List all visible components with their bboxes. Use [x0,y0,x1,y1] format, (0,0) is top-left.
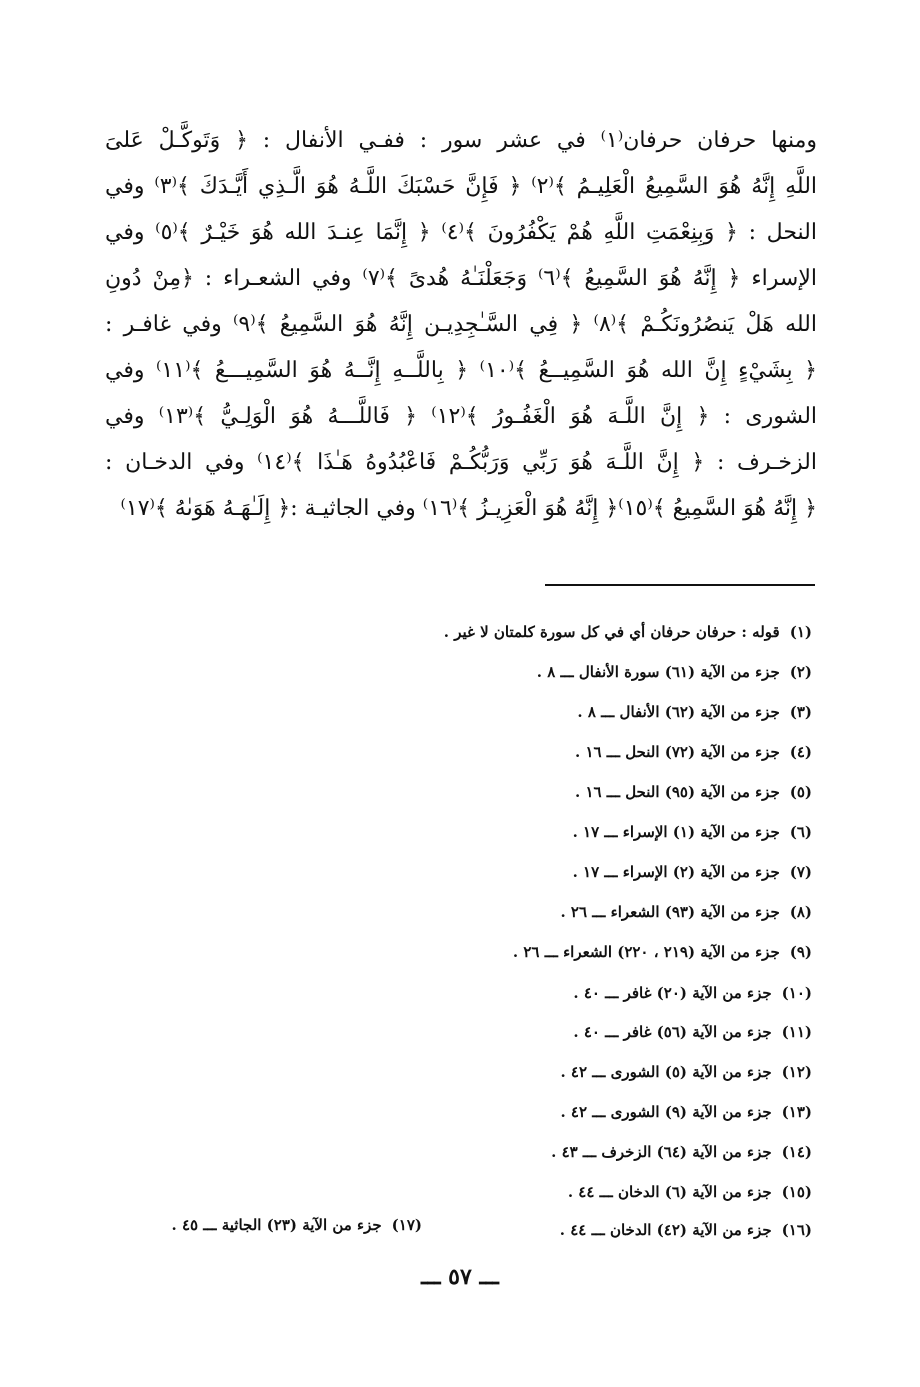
text-line: اللَّهِ إِنَّهُ هُوَ السَّمِيعُ الْعَلِيـمُ ﴾⁽٢⁾ ﴿ فَإِنَّ حَسْبَكَ اللَّـهُ هُوَ الَّـذِي أَيَّـدَكَ ﴾⁽٣⁾ وفي [105,174,817,199]
footnote-number: (٥) [789,783,812,801]
footnote-text: جزء من الآية (٧٢) النحل ـــ ١٦ . [574,743,780,761]
text-line: ﴿ إِنَّهُ هُوَ السَّمِيعُ ﴾⁽١٥⁾﴿ إِنَّهُ هُوَ الْعَزِيـزُ ﴾⁽١٦⁾ وفي الجاثيـة :﴿ إِلَـٰهَـهُ هَوَىٰهُ ﴾⁽١٧⁾ [120,496,817,521]
footnote-text: جزء من الآية (٦) الدخان ـــ ٤٤ . [567,1183,772,1201]
text-line: الله هَلْ يَنصُرُونَكُـمْ ﴾⁽٨⁾ ﴿ فِي السَّـٰجِدِيـن إِنَّهُ هُوَ السَّمِيعُ ﴾⁽٩⁾ وفي غافـر : [105,312,817,337]
footnote-number: (٧) [789,863,812,881]
footnote-item [573,862,812,882]
text-line: النحل : ﴿ وَبِنِعْمَتِ اللَّهِ هُمْ يَكْفُرُونَ ﴾⁽٤⁾ ﴿ إِنَّمَا عِنـدَ الله هُوَ خَيْـرٌ ﴾⁽٥⁾ وفي [105,220,817,245]
footnote-text: قوله : حرفان حرفان أي في كل سورة كلمتان لا غير . [443,623,780,641]
footnote-text: جزء من الآية (٦١) سورة الأنفال ـــ ٨ . [536,663,780,681]
footnote-item [560,902,812,922]
footnote-item [560,1062,812,1082]
footnote-item [573,1022,812,1042]
footnote-number: (١٢) [781,1063,812,1081]
main-text [105,118,817,532]
footnote-item [573,983,812,1003]
footnote-text: جزء من الآية (٩) الشورى ـــ ٤٢ . [560,1103,772,1121]
footnote-text: جزء من الآية (٢١٩ ، ٢٢٠) الشعراء ـــ ٢٦ . [512,943,780,961]
footnote-item [568,1182,812,1202]
footnote-item [513,942,812,962]
footnote-item [573,822,812,842]
footnote-text: جزء من الآية (٥) الشورى ـــ ٤٢ . [560,1063,772,1081]
text-line: ومنها حرفان حرفان⁽١⁾ في عشر سور : ففـي الأنفال : ﴿ وَتَوكَّـلْ عَلىَ [105,128,817,153]
footnote-number: (٦) [789,823,812,841]
footnote-number: (٨) [789,903,812,921]
footnote-number: (١٥) [781,1183,812,1201]
footnote-item [560,1102,812,1122]
footnote-text: جزء من الآية (٦٢) الأنفال ـــ ٨ . [577,703,780,721]
footnote-number: (٣) [789,703,812,721]
footnote-number: (١٧) [391,1216,422,1234]
footnote-item [577,702,812,722]
footnote-number: (١٦) [781,1221,812,1239]
footnote-number: (٩) [789,943,812,961]
footnote-item [560,1220,812,1240]
footnote-text: جزء من الآية (٩٥) النحل ـــ ١٦ . [574,783,780,801]
footnote-number: (٤) [789,743,812,761]
footnote-text: جزء من الآية (٩٣) الشعراء ـــ ٢٦ . [560,903,780,921]
footnote-text: جزء من الآية (٥٦) غافر ـــ ٤٠ . [573,1023,772,1041]
footnote-item [172,1215,423,1235]
text-line: الشورى : ﴿ إِنَّ اللَّـهَ هُوَ الْغَفُـورُ ﴾⁽١٢⁾ ﴿ فَاللَّـــهُ هُوَ الْوَلِـيُّ ﴾⁽١٣⁾ وفي [105,404,817,429]
footnote-item [575,742,812,762]
footnote-text: جزء من الآية (١) الإسراء ـــ ١٧ . [572,823,780,841]
footnote-item [575,782,812,802]
page-number: ـــ ٥٧ ـــ [421,1264,499,1290]
footnote-item [551,1142,812,1162]
footnote-number: (٢) [789,663,812,681]
footnote-text: جزء من الآية (٢٠) غافر ـــ ٤٠ . [573,984,772,1002]
footnote-text: جزء من الآية (٦٤) الزخرف ـــ ٤٣ . [551,1143,772,1161]
footnote-number: (١١) [781,1023,812,1041]
text-line: الزخـرف : ﴿ إِنَّ اللَّـهَ هُوَ رَبِّي وَرَبُّكُـمْ فَاعْبُدُوهُ هَـٰذَا ﴾⁽١٤⁾ وفي الدخـان : [105,450,817,475]
text-line: الإسراء ﴿ إِنَّهُ هُوَ السَّمِيعُ ﴾⁽٦⁾ وَجَعَلْنَـٰهُ هُدىً ﴾⁽٧⁾ وفي الشعـراء : ﴿مِنْ دُونِ [105,266,817,291]
footnote-number: (١٤) [781,1143,812,1161]
footnote-divider [545,584,815,586]
footnote-text: جزء من الآية (٢٣) الجاثية ـــ ٤٥ . [171,1216,382,1234]
footnote-item [444,622,812,642]
footnote-text: جزء من الآية (٢) الإسراء ـــ ١٧ . [572,863,780,881]
footnote-item [537,662,812,682]
footnote-number: (١٣) [781,1103,812,1121]
footnote-number: (١٠) [781,984,812,1002]
footnote-number: (١) [789,623,812,641]
footnote-text: جزء من الآية (٤٢) الدخان ـــ ٤٤ . [559,1221,772,1239]
text-line: ﴿ بِشَيْءٍ إِنَّ الله هُوَ السَّمِيــعُ ﴾⁽١٠⁾ ﴿ بِاللَّــهِ إِنَّــهُ هُوَ السَّمِيـــعُ ﴾⁽١١⁾ وفي [105,358,817,383]
